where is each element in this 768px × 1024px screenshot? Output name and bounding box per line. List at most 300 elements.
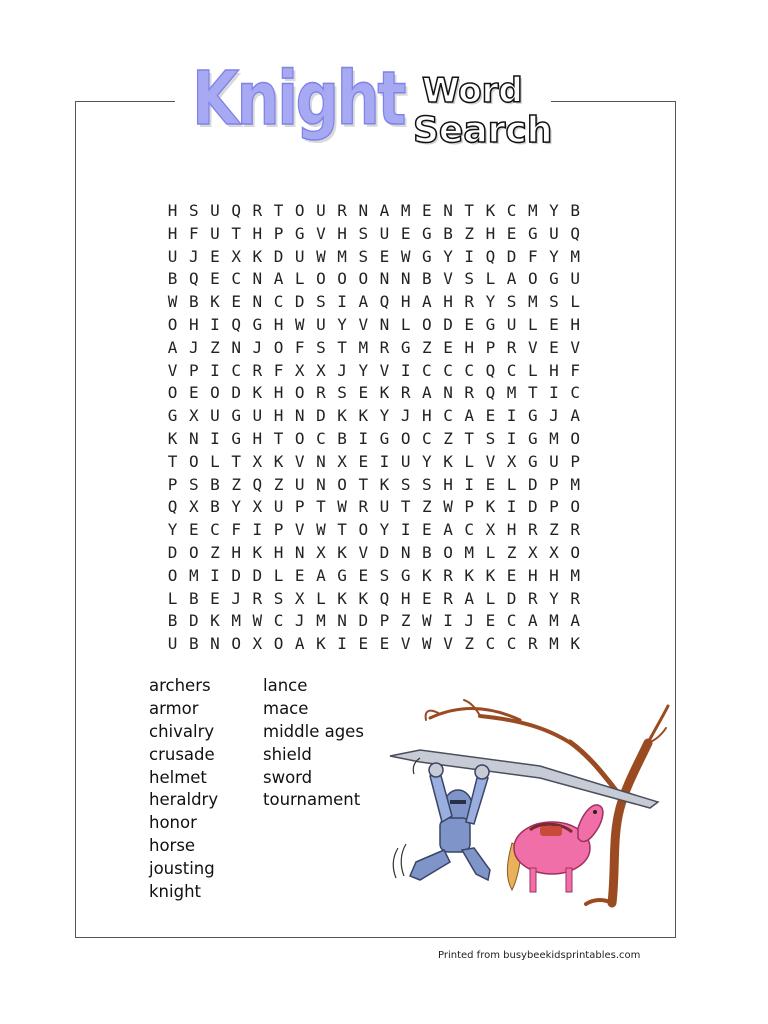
grid-cell: M	[188, 565, 199, 585]
grid-cell: N	[294, 406, 305, 426]
grid-cell: E	[506, 565, 517, 585]
grid-cell: U	[316, 201, 326, 220]
grid-cell: V	[167, 360, 178, 380]
grid-cell: S	[316, 292, 326, 312]
grid-cell: F	[294, 337, 305, 357]
grid-cell: T	[400, 497, 411, 517]
grid-cell: H	[549, 565, 559, 585]
grid-cell: Q	[252, 474, 263, 494]
grid-cell: J	[464, 611, 475, 631]
grid-cell: K	[358, 406, 369, 426]
grid-cell: K	[316, 634, 326, 654]
grid-cell: M	[464, 542, 475, 562]
grid-cell: D	[273, 246, 284, 266]
grid-cell: K	[464, 565, 475, 585]
grid-cell: J	[294, 611, 305, 631]
grid-cell: C	[464, 360, 475, 380]
grid-row	[162, 633, 586, 656]
grid-cell: L	[464, 451, 475, 471]
grid-cell: Z	[422, 497, 432, 517]
grid-cell: C	[231, 269, 241, 289]
grid-cell: H	[527, 565, 538, 585]
grid-cell: Z	[400, 611, 411, 631]
grid-cell: L	[210, 451, 220, 471]
grid-cell: R	[252, 201, 263, 220]
grid-cell: B	[422, 542, 432, 562]
grid-cell: Y	[549, 246, 559, 266]
grid-cell: I	[210, 314, 220, 334]
grid-cell: M	[549, 634, 559, 654]
grid-cell: C	[273, 611, 284, 631]
grid-cell: M	[570, 474, 580, 494]
grid-cell: Y	[422, 451, 432, 471]
grid-cell: W	[422, 634, 432, 654]
grid-cell: U	[506, 314, 517, 334]
grid-cell: Q	[485, 360, 496, 380]
grid-cell: O	[400, 428, 411, 448]
grid-cell: O	[358, 269, 369, 289]
grid-cell: G	[252, 314, 263, 334]
horse-illustration	[507, 805, 603, 892]
word-list-item: knight	[149, 882, 201, 902]
grid-cell: A	[422, 292, 432, 312]
grid-row	[162, 428, 586, 451]
word-list-item: jousting	[149, 859, 215, 879]
grid-cell: G	[379, 428, 390, 448]
grid-cell: S	[358, 223, 369, 243]
grid-cell: I	[400, 360, 411, 380]
grid-cell: S	[316, 337, 326, 357]
grid-cell: Y	[443, 246, 453, 266]
grid-cell: L	[485, 588, 496, 608]
grid-cell: L	[506, 474, 517, 494]
grid-cell: Y	[379, 406, 390, 426]
grid-cell: I	[506, 406, 517, 426]
grid-cell: R	[252, 588, 263, 608]
grid-cell: D	[358, 611, 369, 631]
grid-cell: A	[273, 269, 284, 289]
grid-cell: A	[358, 292, 369, 312]
grid-cell: N	[316, 474, 326, 494]
grid-cell: U	[210, 406, 220, 426]
word-list-item: sword	[263, 767, 313, 787]
grid-cell: N	[188, 428, 199, 448]
grid-cell: Q	[485, 383, 496, 403]
grid-cell: O	[570, 497, 580, 517]
word-list-item: lance	[263, 676, 308, 695]
grid-cell: E	[549, 337, 559, 357]
grid-cell: V	[570, 337, 580, 357]
grid-cell: U	[549, 223, 559, 243]
grid-cell: E	[422, 201, 432, 220]
grid-cell: Q	[231, 314, 241, 334]
grid-cell: P	[549, 474, 559, 494]
grid-cell: R	[527, 634, 538, 654]
grid-cell: X	[231, 246, 241, 266]
grid-cell: M	[337, 246, 347, 266]
grid-cell: K	[485, 497, 496, 517]
grid-cell: W	[337, 497, 347, 517]
grid-cell: V	[443, 634, 453, 654]
grid-cell: U	[294, 474, 305, 494]
grid-cell: I	[443, 611, 453, 631]
grid-cell: Y	[549, 201, 559, 220]
grid-cell: Z	[549, 520, 559, 540]
grid-cell: H	[443, 474, 453, 494]
grid-cell: H	[400, 292, 411, 312]
grid-cell: R	[464, 292, 475, 312]
grid-cell: L	[167, 588, 178, 608]
grid-cell: A	[464, 406, 475, 426]
grid-cell: U	[379, 223, 390, 243]
grid-row	[162, 542, 586, 565]
grid-cell: D	[527, 474, 538, 494]
grid-cell: O	[570, 428, 580, 448]
grid-cell: E	[422, 588, 432, 608]
grid-cell: N	[316, 451, 326, 471]
footer-credit: Printed from busybeekidsprintables.com	[438, 950, 641, 961]
grid-cell: X	[294, 588, 305, 608]
grid-cell: K	[379, 383, 390, 403]
grid-cell: Q	[570, 223, 580, 243]
grid-cell: K	[485, 565, 496, 585]
grid-cell: C	[506, 201, 517, 220]
grid-cell: G	[400, 337, 411, 357]
grid-cell: X	[549, 542, 559, 562]
letter-grid	[162, 200, 586, 656]
grid-cell: Q	[379, 292, 390, 312]
grid-cell: W	[252, 611, 263, 631]
grid-cell: E	[422, 520, 432, 540]
grid-cell: U	[210, 201, 220, 220]
grid-cell: E	[549, 314, 559, 334]
grid-cell: D	[506, 246, 517, 266]
grid-cell: V	[358, 314, 369, 334]
grid-cell: F	[273, 360, 284, 380]
grid-cell: R	[527, 520, 538, 540]
grid-cell: N	[231, 337, 241, 357]
grid-cell: N	[252, 269, 263, 289]
grid-cell: M	[358, 337, 369, 357]
grid-cell: R	[316, 383, 326, 403]
grid-cell: L	[570, 292, 580, 312]
grid-cell: M	[400, 201, 411, 220]
grid-cell: F	[231, 520, 241, 540]
grid-cell: M	[570, 246, 580, 266]
grid-cell: L	[527, 360, 538, 380]
grid-cell: N	[294, 542, 305, 562]
grid-cell: T	[273, 201, 284, 220]
grid-cell: D	[506, 588, 517, 608]
word-list-item: middle ages	[263, 721, 364, 741]
grid-cell: I	[400, 520, 411, 540]
grid-cell: D	[167, 542, 178, 562]
grid-cell: B	[422, 269, 432, 289]
grid-cell: P	[549, 497, 559, 517]
grid-row	[162, 382, 586, 405]
grid-cell: H	[252, 223, 263, 243]
grid-cell: B	[210, 497, 220, 517]
grid-cell: J	[188, 337, 199, 357]
grid-cell: R	[443, 588, 453, 608]
grid-cell: E	[358, 451, 369, 471]
grid-cell: D	[188, 611, 199, 631]
grid-cell: T	[527, 383, 538, 403]
grid-cell: O	[358, 520, 369, 540]
word-list-item: mace	[263, 698, 309, 718]
grid-cell: E	[188, 520, 199, 540]
grid-cell: C	[464, 520, 475, 540]
grid-cell: K	[337, 406, 347, 426]
grid-cell: L	[400, 314, 411, 334]
grid-cell: V	[358, 542, 369, 562]
grid-cell: G	[549, 269, 559, 289]
grid-cell: Z	[464, 634, 475, 654]
grid-cell: C	[316, 428, 326, 448]
grid-cell: S	[188, 474, 199, 494]
grid-cell: A	[443, 520, 453, 540]
grid-cell: E	[400, 223, 411, 243]
grid-cell: D	[527, 497, 538, 517]
grid-cell: U	[570, 269, 580, 289]
word-list-column-2	[263, 675, 364, 812]
grid-cell: O	[294, 201, 305, 220]
grid-cell: C	[506, 611, 517, 631]
title-word: Word	[422, 71, 523, 111]
grid-cell: G	[527, 428, 538, 448]
grid-cell: J	[188, 246, 199, 266]
grid-cell: S	[379, 565, 390, 585]
grid-cell: T	[337, 337, 347, 357]
grid-cell: V	[527, 337, 538, 357]
grid-cell: L	[316, 588, 326, 608]
grid-cell: O	[210, 383, 220, 403]
grid-cell: Y	[167, 520, 178, 540]
grid-cell: X	[485, 520, 496, 540]
grid-cell: Z	[422, 337, 432, 357]
grid-cell: V	[294, 520, 305, 540]
word-list-item: tournament	[263, 790, 361, 810]
grid-cell: Z	[210, 542, 220, 562]
grid-cell: O	[316, 269, 326, 289]
grid-cell: K	[443, 451, 453, 471]
grid-cell: I	[464, 474, 475, 494]
grid-cell: T	[464, 201, 475, 220]
grid-cell: K	[252, 383, 263, 403]
grid-cell: X	[316, 542, 326, 562]
motion-lines-illustration	[393, 758, 420, 878]
grid-cell: A	[379, 201, 390, 220]
grid-cell: K	[358, 588, 369, 608]
grid-cell: H	[252, 428, 263, 448]
grid-cell: L	[485, 542, 496, 562]
grid-cell: M	[549, 428, 559, 448]
grid-cell: H	[273, 383, 284, 403]
grid-cell: M	[231, 611, 241, 631]
grid-cell: S	[422, 474, 432, 494]
grid-cell: H	[273, 314, 284, 334]
grid-cell: D	[252, 565, 263, 585]
grid-cell: P	[379, 611, 390, 631]
grid-row	[162, 451, 586, 474]
grid-cell: O	[294, 428, 305, 448]
grid-cell: W	[443, 497, 453, 517]
grid-cell: C	[570, 383, 580, 403]
grid-row	[162, 268, 586, 291]
grid-cell: G	[294, 223, 305, 243]
grid-cell: X	[527, 542, 538, 562]
grid-cell: O	[188, 451, 199, 471]
grid-cell: S	[485, 428, 496, 448]
grid-cell: Y	[231, 497, 241, 517]
grid-cell: I	[210, 428, 220, 448]
grid-cell: N	[337, 611, 347, 631]
grid-cell: Q	[485, 246, 496, 266]
grid-cell: P	[273, 223, 284, 243]
grid-cell: O	[167, 314, 178, 334]
grid-cell: S	[337, 383, 347, 403]
grid-row	[162, 519, 586, 542]
grid-row	[162, 565, 586, 588]
grid-cell: G	[527, 223, 538, 243]
grid-cell: Z	[273, 474, 284, 494]
grid-row	[162, 588, 586, 611]
grid-cell: O	[273, 634, 284, 654]
grid-cell: J	[337, 360, 347, 380]
grid-cell: Z	[231, 474, 241, 494]
grid-cell: K	[167, 428, 178, 448]
grid-row	[162, 405, 586, 428]
grid-cell: I	[252, 520, 263, 540]
grid-cell: J	[549, 406, 559, 426]
grid-cell: G	[422, 223, 432, 243]
grid-cell: R	[443, 565, 453, 585]
word-list-item: archers	[149, 676, 211, 695]
grid-cell: P	[485, 337, 496, 357]
grid-cell: K	[252, 246, 263, 266]
grid-cell: X	[252, 497, 263, 517]
grid-cell: K	[337, 588, 347, 608]
grid-cell: A	[506, 269, 517, 289]
grid-cell: R	[570, 588, 580, 608]
grid-cell: S	[464, 269, 475, 289]
grid-cell: A	[422, 383, 432, 403]
grid-cell: H	[485, 223, 496, 243]
grid-cell: H	[231, 542, 241, 562]
grid-cell: T	[167, 451, 178, 471]
grid-cell: H	[167, 223, 178, 243]
grid-cell: G	[527, 451, 538, 471]
grid-cell: I	[210, 565, 220, 585]
grid-cell: O	[337, 474, 347, 494]
grid-cell: S	[273, 588, 284, 608]
grid-cell: G	[400, 565, 411, 585]
grid-cell: G	[167, 406, 178, 426]
grid-cell: I	[506, 428, 517, 448]
grid-cell: J	[252, 337, 263, 357]
grid-cell: K	[570, 634, 580, 654]
knight-jousting-illustration	[380, 698, 670, 908]
grid-cell: G	[231, 406, 241, 426]
grid-cell: F	[188, 223, 199, 243]
grid-cell: R	[252, 360, 263, 380]
grid-cell: E	[358, 565, 369, 585]
grid-cell: H	[464, 337, 475, 357]
grid-cell: E	[485, 406, 496, 426]
grid-cell: S	[506, 292, 517, 312]
grid-cell: V	[316, 223, 326, 243]
word-list-item: shield	[263, 744, 312, 764]
grid-cell: O	[570, 542, 580, 562]
grid-cell: N	[443, 383, 453, 403]
grid-cell: I	[337, 292, 347, 312]
grid-cell: N	[358, 201, 369, 220]
grid-cell: X	[316, 360, 326, 380]
grid-cell: C	[422, 360, 432, 380]
grid-row	[162, 474, 586, 497]
grid-cell: E	[210, 269, 220, 289]
grid-cell: R	[527, 588, 538, 608]
grid-cell: Z	[443, 428, 453, 448]
grid-cell: T	[464, 428, 475, 448]
grid-cell: C	[422, 428, 432, 448]
grid-cell: R	[400, 383, 411, 403]
grid-cell: W	[316, 246, 326, 266]
grid-cell: F	[570, 360, 580, 380]
grid-cell: I	[337, 634, 347, 654]
grid-cell: N	[379, 269, 390, 289]
grid-row	[162, 246, 586, 269]
grid-cell: H	[273, 542, 284, 562]
grid-cell: X	[252, 634, 263, 654]
grid-cell: E	[464, 314, 475, 334]
grid-cell: M	[549, 611, 559, 631]
grid-cell: M	[527, 201, 538, 220]
grid-cell: I	[358, 428, 369, 448]
grid-cell: H	[400, 588, 411, 608]
grid-cell: Y	[549, 588, 559, 608]
grid-cell: K	[422, 565, 432, 585]
grid-cell: X	[506, 451, 517, 471]
grid-cell: X	[252, 451, 263, 471]
grid-cell: N	[379, 314, 390, 334]
grid-cell: Z	[464, 223, 475, 243]
grid-row	[162, 200, 586, 223]
grid-cell: I	[379, 451, 390, 471]
grid-cell: M	[506, 383, 517, 403]
grid-cell: W	[400, 246, 411, 266]
grid-cell: D	[231, 565, 241, 585]
grid-cell: I	[464, 246, 475, 266]
grid-cell: Q	[188, 269, 199, 289]
grid-cell: N	[252, 292, 263, 312]
grid-cell: R	[358, 497, 369, 517]
grid-row	[162, 337, 586, 360]
grid-cell: O	[167, 565, 178, 585]
grid-cell: E	[485, 611, 496, 631]
grid-cell: P	[188, 360, 199, 380]
grid-cell: L	[527, 314, 538, 334]
grid-cell: D	[231, 383, 241, 403]
grid-cell: W	[294, 314, 305, 334]
grid-cell: C	[231, 360, 241, 380]
grid-cell: E	[379, 634, 390, 654]
grid-cell: O	[294, 383, 305, 403]
grid-cell: E	[379, 246, 390, 266]
grid-cell: L	[485, 269, 496, 289]
grid-cell: B	[167, 269, 178, 289]
grid-cell: O	[443, 542, 453, 562]
